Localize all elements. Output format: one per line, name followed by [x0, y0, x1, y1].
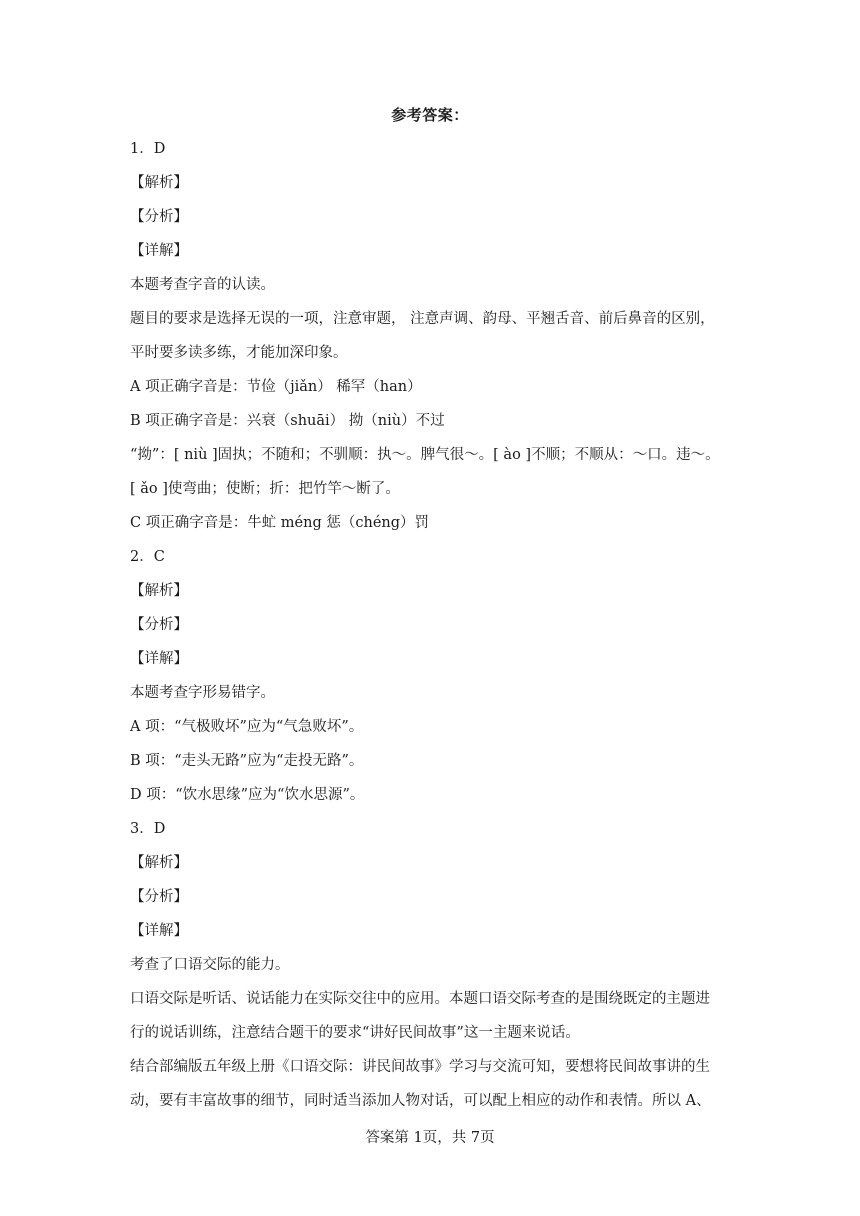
paragraph-line: 结合部编版五年级上册《口语交际：讲民间故事》学习与交流可知，要想将民间故事讲的生 — [130, 1059, 710, 1075]
paragraph-line: 动，要有丰富故事的细节，同时适当添加人物对话，可以配上相应的动作和表情。所以 A、 — [130, 1093, 711, 1109]
paragraph-line: 口语交际是听话、说话能力在实际交往中的应用。本题口语交际考查的是围绕既定的主题进 — [130, 991, 710, 1007]
section-fenxi: 【分析】 — [130, 889, 188, 905]
answer-2-heading: 2．C — [130, 549, 165, 565]
section-jiexi: 【解析】 — [130, 583, 188, 599]
section-fenxi: 【分析】 — [130, 617, 188, 633]
section-xiangjie: 【详解】 — [130, 651, 188, 667]
paragraph-line: 平时要多读多练，才能加深印象。 — [130, 345, 348, 361]
section-xiangjie: 【详解】 — [130, 923, 188, 939]
section-xiangjie: 【详解】 — [130, 243, 188, 259]
section-fenxi: 【分析】 — [130, 209, 188, 225]
paragraph-line: 考查了口语交际的能力。 — [130, 957, 290, 973]
paragraph-line: D 项：“饮水思缘”应为“饮水思源”。 — [130, 787, 365, 803]
paragraph-line: 本题考查字音的认读。 — [130, 277, 275, 293]
paragraph-line: “拗”：[ niù ]固执；不随和；不驯顺：执～。脾气很～。[ ào ]不顺；不顺从：～口。违～。 — [130, 447, 720, 463]
page-title: 参考答案： — [391, 106, 469, 124]
answer-content — [130, 132, 730, 1118]
paragraph-line: 题目的要求是选择无误的一项，注意审题， 注意声调、韵母、平翘舌音、前后鼻音的区别， — [130, 311, 715, 327]
paragraph-line: A 项正确字音是：节俭（jiǎn） 稀罕（han） — [130, 379, 422, 395]
paragraph-line: B 项：“走头无路”应为“走投无路”。 — [130, 753, 364, 769]
section-jiexi: 【解析】 — [130, 175, 188, 191]
answer-1-heading: 1．D — [130, 141, 166, 157]
paragraph-line: A 项：“气极败坏”应为“气急败坏”。 — [130, 719, 364, 735]
paragraph-line: [ ǎo ]使弯曲；使断；折：把竹竿～断了。 — [130, 481, 400, 497]
page-footer: 答案第 1页，共 7页 — [365, 1130, 495, 1146]
section-jiexi: 【解析】 — [130, 855, 188, 871]
paragraph-line: 行的说话训练，注意结合题干的要求“讲好民间故事”这一主题来说话。 — [130, 1025, 580, 1041]
paragraph-line: B 项正确字音是：兴衰（shuāi） 拗（niù）不过 — [130, 413, 445, 429]
paragraph-line: C 项正确字音是：牛虻 méng 惩（chéng）罚 — [130, 515, 430, 531]
answer-3-heading: 3．D — [130, 821, 166, 837]
paragraph-line: 本题考查字形易错字。 — [130, 685, 275, 701]
